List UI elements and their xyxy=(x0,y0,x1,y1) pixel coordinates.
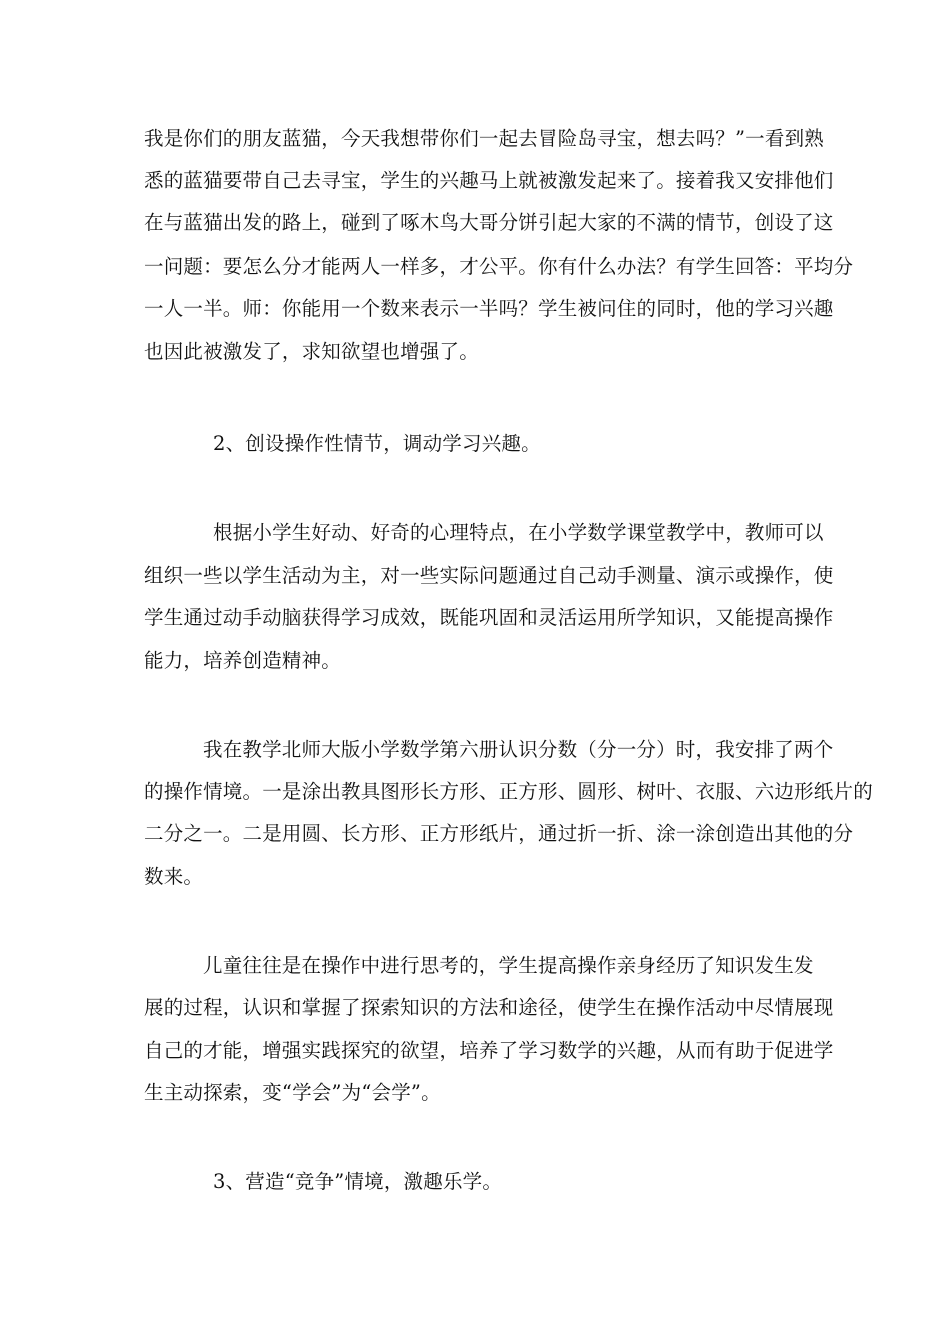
paragraph-2-line-2: 组织一些以学生活动为主，对一些实际问题通过自己动手测量、演示或操作，使 xyxy=(144,564,834,587)
paragraph-3-line-4: 数来。 xyxy=(144,865,204,888)
paragraph-1-line-6: 也因此被激发了，求知欲望也增强了。 xyxy=(144,340,479,363)
paragraph-4-line-1: 儿童往往是在操作中进行思考的，学生提高操作亲身经历了知识发生发 xyxy=(203,954,814,977)
paragraph-3-line-3: 二分之一。二是用圆、长方形、正方形纸片，通过折一折、涂一涂创造出其他的分 xyxy=(144,822,854,845)
paragraph-4-line-4: 生主动探索，变“学会”为“会学”。 xyxy=(144,1081,441,1104)
paragraph-3-line-2: 的操作情境。一是涂出教具图形长方形、正方形、圆形、树叶、衣服、六边形纸片的 xyxy=(144,780,873,803)
paragraph-3-line-1: 我在教学北师大版小学数学第六册认识分数（分一分）时，我安排了两个 xyxy=(203,738,834,761)
paragraph-1-line-3: 在与蓝猫出发的路上，碰到了啄木鸟大哥分饼引起大家的不满的情节，创设了这 xyxy=(144,211,834,234)
paragraph-1-line-5: 一人一半。师：你能用一个数来表示一半吗？学生被问住的同时，他的学习兴趣 xyxy=(144,297,834,320)
paragraph-2-line-3: 学生通过动手动脑获得学习成效，既能巩固和灵活运用所学知识，又能提高操作 xyxy=(144,606,834,629)
paragraph-1-line-1: 我是你们的朋友蓝猫，今天我想带你们一起去冒险岛寻宝，想去吗？”一看到熟 xyxy=(144,127,824,150)
paragraph-4-line-3: 自己的才能，增强实践探究的欲望，培养了学习数学的兴趣，从而有助于促进学 xyxy=(144,1039,834,1062)
paragraph-1-line-2: 悉的蓝猫要带自己去寻宝，学生的兴趣马上就被激发起来了。接着我又安排他们 xyxy=(144,169,834,192)
paragraph-2-line-1: 根据小学生好动、好奇的心理特点，在小学数学课堂教学中，教师可以 xyxy=(213,521,824,544)
paragraph-4-line-2: 展的过程，认识和掌握了探索知识的方法和途径，使学生在操作活动中尽情展现 xyxy=(144,996,834,1019)
paragraph-1-line-4: 一问题：要怎么分才能两人一样多，才公平。你有什么办法？有学生回答：平均分 xyxy=(144,255,854,278)
paragraph-2-line-4: 能力，培养创造精神。 xyxy=(144,649,342,672)
section-heading-3: 3、营造“竞争”情境，激趣乐学。 xyxy=(213,1170,503,1193)
section-heading-2: 2、创设操作性情节，调动学习兴趣。 xyxy=(213,432,541,455)
